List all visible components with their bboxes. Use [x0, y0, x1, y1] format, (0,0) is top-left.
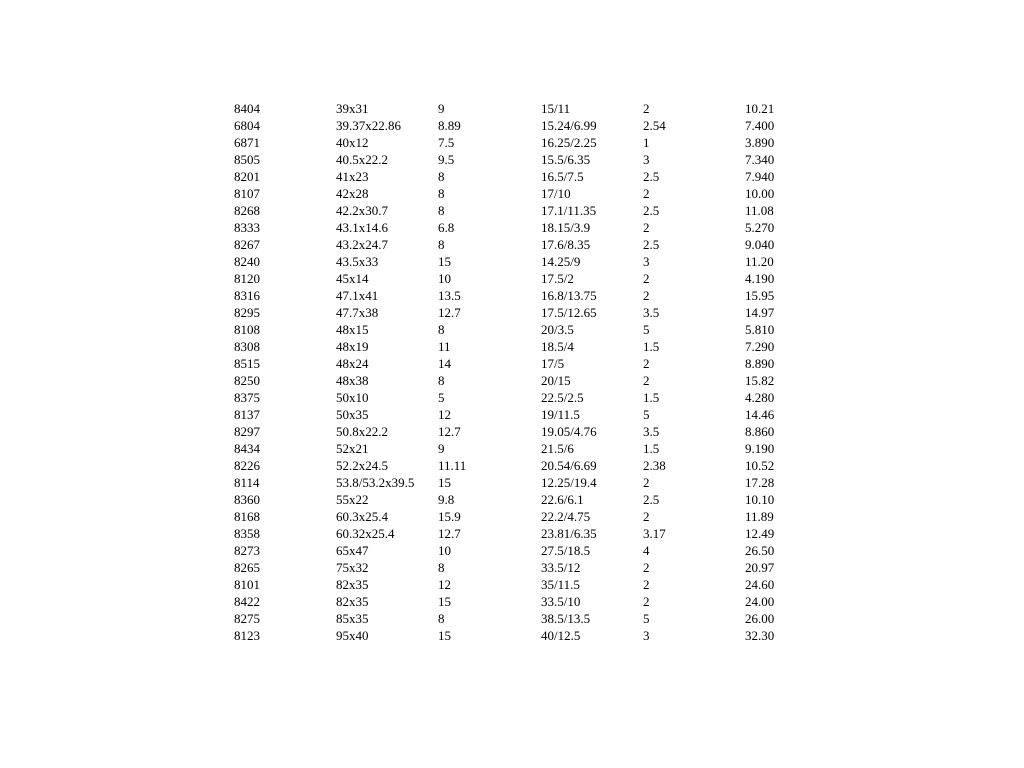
table-row	[234, 100, 805, 117]
table-cell: 8505	[234, 152, 260, 167]
table-cell: 2	[643, 186, 650, 201]
table-cell: 8137	[234, 407, 260, 422]
table-row	[234, 321, 805, 338]
table-cell: 43.5x33	[336, 254, 379, 269]
table-cell: 17.5/12.65	[541, 305, 597, 320]
table-cell: 8	[438, 203, 445, 218]
table-cell: 8273	[234, 543, 260, 558]
table-cell: 8240	[234, 254, 260, 269]
table-cell: 10	[438, 543, 451, 558]
table-cell: 8108	[234, 322, 260, 337]
table-cell: 24.00	[745, 594, 775, 609]
table-cell: 8.89	[438, 118, 461, 133]
table-cell: 8226	[234, 458, 260, 473]
table-cell: 33.5/10	[541, 594, 581, 609]
table-cell: 8308	[234, 339, 260, 354]
table-cell: 17.1/11.35	[541, 203, 597, 218]
table-cell: 8	[438, 169, 445, 184]
table-row	[234, 508, 805, 525]
table-cell: 22.5/2.5	[541, 390, 584, 405]
table-cell: 18.15/3.9	[541, 220, 591, 235]
table-row	[234, 236, 805, 253]
table-cell: 52.2x24.5	[336, 458, 388, 473]
table-cell: 11.20	[745, 254, 774, 269]
table-row	[234, 525, 805, 542]
table-cell: 15	[438, 475, 451, 490]
table-cell: 2	[643, 594, 650, 609]
table-cell: 8434	[234, 441, 260, 456]
table-cell: 8358	[234, 526, 260, 541]
table-cell: 8168	[234, 509, 260, 524]
table-cell: 2.54	[643, 118, 666, 133]
table-body	[234, 100, 805, 644]
table-cell: 20/15	[541, 373, 571, 388]
table-cell: 27.5/18.5	[541, 543, 591, 558]
table-cell: 9.040	[745, 237, 775, 252]
table-cell: 17.28	[745, 475, 775, 490]
table-cell: 12.25/19.4	[541, 475, 597, 490]
table-cell: 7.340	[745, 152, 775, 167]
table-row	[234, 576, 805, 593]
table-cell: 6804	[234, 118, 260, 133]
table-cell: 8267	[234, 237, 260, 252]
table-cell: 2.5	[643, 169, 660, 184]
table-cell: 7.290	[745, 339, 775, 354]
table-row	[234, 219, 805, 236]
table-cell: 33.5/12	[541, 560, 581, 575]
table-cell: 1	[643, 135, 650, 150]
table-row	[234, 542, 805, 559]
table-cell: 11.89	[745, 509, 774, 524]
table-cell: 11.08	[745, 203, 774, 218]
table-row	[234, 287, 805, 304]
table-cell: 2	[643, 577, 650, 592]
table-cell: 8360	[234, 492, 260, 507]
table-cell: 14.97	[745, 305, 775, 320]
table-row	[234, 559, 805, 576]
table-cell: 23.81/6.35	[541, 526, 597, 541]
table-cell: 8.860	[745, 424, 775, 439]
table-cell: 48x15	[336, 322, 369, 337]
table-cell: 40/12.5	[541, 628, 581, 643]
table-cell: 7.5	[438, 135, 455, 150]
table-cell: 48x38	[336, 373, 369, 388]
table-cell: 3.17	[643, 526, 666, 541]
table-cell: 10.00	[745, 186, 775, 201]
table-row	[234, 457, 805, 474]
table-row	[234, 355, 805, 372]
table-cell: 13.5	[438, 288, 461, 303]
table-cell: 15.24/6.99	[541, 118, 597, 133]
table-cell: 8	[438, 322, 445, 337]
table-cell: 6871	[234, 135, 260, 150]
table-cell: 8	[438, 560, 445, 575]
table-cell: 10.10	[745, 492, 775, 507]
table-cell: 9	[438, 441, 445, 456]
table-cell: 12.7	[438, 305, 461, 320]
table-cell: 20.54/6.69	[541, 458, 597, 473]
table-cell: 5	[643, 407, 650, 422]
table-cell: 6.8	[438, 220, 455, 235]
table-row	[234, 389, 805, 406]
table-cell: 8	[438, 611, 445, 626]
table-cell: 8375	[234, 390, 260, 405]
table-cell: 35/11.5	[541, 577, 580, 592]
table-row	[234, 593, 805, 610]
table-cell: 15	[438, 628, 451, 643]
table-cell: 24.60	[745, 577, 775, 592]
table-cell: 8275	[234, 611, 260, 626]
table-row	[234, 202, 805, 219]
table-row	[234, 423, 805, 440]
table-cell: 8265	[234, 560, 260, 575]
table-cell: 52x21	[336, 441, 369, 456]
table-cell: 55x22	[336, 492, 369, 507]
table-cell: 48x24	[336, 356, 369, 371]
table-cell: 2	[643, 288, 650, 303]
table-cell: 17/5	[541, 356, 565, 371]
table-cell: 11.11	[438, 458, 467, 473]
table-cell: 3.890	[745, 135, 775, 150]
table-cell: 18.5/4	[541, 339, 574, 354]
table-cell: 17/10	[541, 186, 571, 201]
table-cell: 48x19	[336, 339, 369, 354]
table-cell: 5	[643, 611, 650, 626]
table-cell: 8	[438, 186, 445, 201]
table-cell: 9.190	[745, 441, 775, 456]
table-cell: 2	[643, 271, 650, 286]
table-cell: 10	[438, 271, 451, 286]
table-cell: 8	[438, 373, 445, 388]
table-cell: 40x12	[336, 135, 369, 150]
table-cell: 12	[438, 577, 451, 592]
table-cell: 8107	[234, 186, 260, 201]
table-cell: 43.2x24.7	[336, 237, 388, 252]
table-cell: 19.05/4.76	[541, 424, 597, 439]
table-cell: 15.95	[745, 288, 775, 303]
table-cell: 9.8	[438, 492, 455, 507]
table-cell: 7.400	[745, 118, 775, 133]
table-cell: 8515	[234, 356, 260, 371]
table-row	[234, 491, 805, 508]
table-cell: 15.82	[745, 373, 775, 388]
table-cell: 3	[643, 152, 650, 167]
table-row	[234, 372, 805, 389]
table-cell: 43.1x14.6	[336, 220, 388, 235]
table-cell: 47.7x38	[336, 305, 379, 320]
table-cell: 26.00	[745, 611, 775, 626]
table-cell: 5.270	[745, 220, 775, 235]
table-cell: 20/3.5	[541, 322, 574, 337]
table-cell: 9.5	[438, 152, 455, 167]
table-cell: 32.30	[745, 628, 775, 643]
table-cell: 15	[438, 254, 451, 269]
table-row	[234, 134, 805, 151]
table-cell: 50x35	[336, 407, 369, 422]
table-row	[234, 117, 805, 134]
table-cell: 14.25/9	[541, 254, 581, 269]
table-cell: 8333	[234, 220, 260, 235]
table-cell: 1.5	[643, 390, 660, 405]
table-cell: 9	[438, 101, 445, 116]
table-cell: 2	[643, 509, 650, 524]
table-cell: 65x47	[336, 543, 369, 558]
table-cell: 95x40	[336, 628, 369, 643]
table-cell: 2	[643, 373, 650, 388]
table-cell: 15.5/6.35	[541, 152, 591, 167]
table-cell: 82x35	[336, 577, 369, 592]
table-cell: 60.3x25.4	[336, 509, 388, 524]
table-cell: 19/11.5	[541, 407, 580, 422]
table-cell: 17.6/8.35	[541, 237, 591, 252]
table-cell: 14	[438, 356, 451, 371]
table-cell: 45x14	[336, 271, 369, 286]
table-cell: 16.8/13.75	[541, 288, 597, 303]
table-cell: 15.9	[438, 509, 461, 524]
table-row	[234, 406, 805, 423]
table-cell: 16.5/7.5	[541, 169, 584, 184]
table-cell: 8422	[234, 594, 260, 609]
table-row	[234, 474, 805, 491]
table-cell: 12	[438, 407, 451, 422]
table-cell: 7.940	[745, 169, 775, 184]
table-cell: 2.5	[643, 203, 660, 218]
table-cell: 75x32	[336, 560, 369, 575]
table-cell: 17.5/2	[541, 271, 574, 286]
table-cell: 3.5	[643, 305, 660, 320]
table-cell: 16.25/2.25	[541, 135, 597, 150]
table-cell: 22.2/4.75	[541, 509, 591, 524]
table-cell: 42x28	[336, 186, 369, 201]
table-cell: 39x31	[336, 101, 369, 116]
table-cell: 4.280	[745, 390, 775, 405]
table-cell: 2	[643, 220, 650, 235]
table-row	[234, 627, 805, 644]
table-cell: 2	[643, 560, 650, 575]
table-cell: 8114	[234, 475, 260, 490]
table-cell: 22.6/6.1	[541, 492, 584, 507]
table-cell: 8268	[234, 203, 260, 218]
table-cell: 53.8/53.2x39.5	[336, 475, 415, 490]
table-cell: 15	[438, 594, 451, 609]
table-cell: 10.21	[745, 101, 775, 116]
table-cell: 8404	[234, 101, 260, 116]
table-cell: 8295	[234, 305, 260, 320]
table-cell: 38.5/13.5	[541, 611, 591, 626]
table-cell: 2	[643, 101, 650, 116]
table-cell: 20.97	[745, 560, 775, 575]
table-cell: 4	[643, 543, 650, 558]
table-cell: 8316	[234, 288, 260, 303]
table-cell: 5	[438, 390, 445, 405]
table-cell: 21.5/6	[541, 441, 574, 456]
table-cell: 8	[438, 237, 445, 252]
table-row	[234, 253, 805, 270]
table-cell: 50x10	[336, 390, 369, 405]
table-cell: 10.52	[745, 458, 775, 473]
table-cell: 12.7	[438, 526, 461, 541]
table-cell: 2.5	[643, 492, 660, 507]
table-cell: 5.810	[745, 322, 775, 337]
table-cell: 47.1x41	[336, 288, 379, 303]
table-cell: 39.37x22.86	[336, 118, 401, 133]
table-cell: 14.46	[745, 407, 775, 422]
table-cell: 8.890	[745, 356, 775, 371]
table-cell: 50.8x22.2	[336, 424, 388, 439]
table-cell: 12.49	[745, 526, 775, 541]
table-cell: 8101	[234, 577, 260, 592]
table-cell: 1.5	[643, 339, 660, 354]
table-cell: 8123	[234, 628, 260, 643]
table-cell: 4.190	[745, 271, 775, 286]
table-cell: 8297	[234, 424, 260, 439]
table-row	[234, 270, 805, 287]
table-row	[234, 168, 805, 185]
table-cell: 2	[643, 356, 650, 371]
table-cell: 26.50	[745, 543, 775, 558]
table-row	[234, 440, 805, 457]
table-cell: 2.38	[643, 458, 666, 473]
table-cell: 8120	[234, 271, 260, 286]
table-cell: 11	[438, 339, 451, 354]
table-row	[234, 304, 805, 321]
table-cell: 3	[643, 254, 650, 269]
table-cell: 42.2x30.7	[336, 203, 388, 218]
table-cell: 3.5	[643, 424, 660, 439]
table-cell: 2	[643, 475, 650, 490]
table-cell: 40.5x22.2	[336, 152, 388, 167]
table-cell: 5	[643, 322, 650, 337]
table-cell: 8250	[234, 373, 260, 388]
table-cell: 60.32x25.4	[336, 526, 395, 541]
table-cell: 15/11	[541, 101, 571, 116]
table-cell: 2.5	[643, 237, 660, 252]
table-row	[234, 151, 805, 168]
table-cell: 1.5	[643, 441, 660, 456]
table-cell: 82x35	[336, 594, 369, 609]
data-table	[234, 100, 805, 644]
table-cell: 3	[643, 628, 650, 643]
table-cell: 12.7	[438, 424, 461, 439]
table-cell: 85x35	[336, 611, 369, 626]
table-row	[234, 338, 805, 355]
table-cell: 41x23	[336, 169, 369, 184]
table-cell: 8201	[234, 169, 260, 184]
table-row	[234, 185, 805, 202]
table-row	[234, 610, 805, 627]
